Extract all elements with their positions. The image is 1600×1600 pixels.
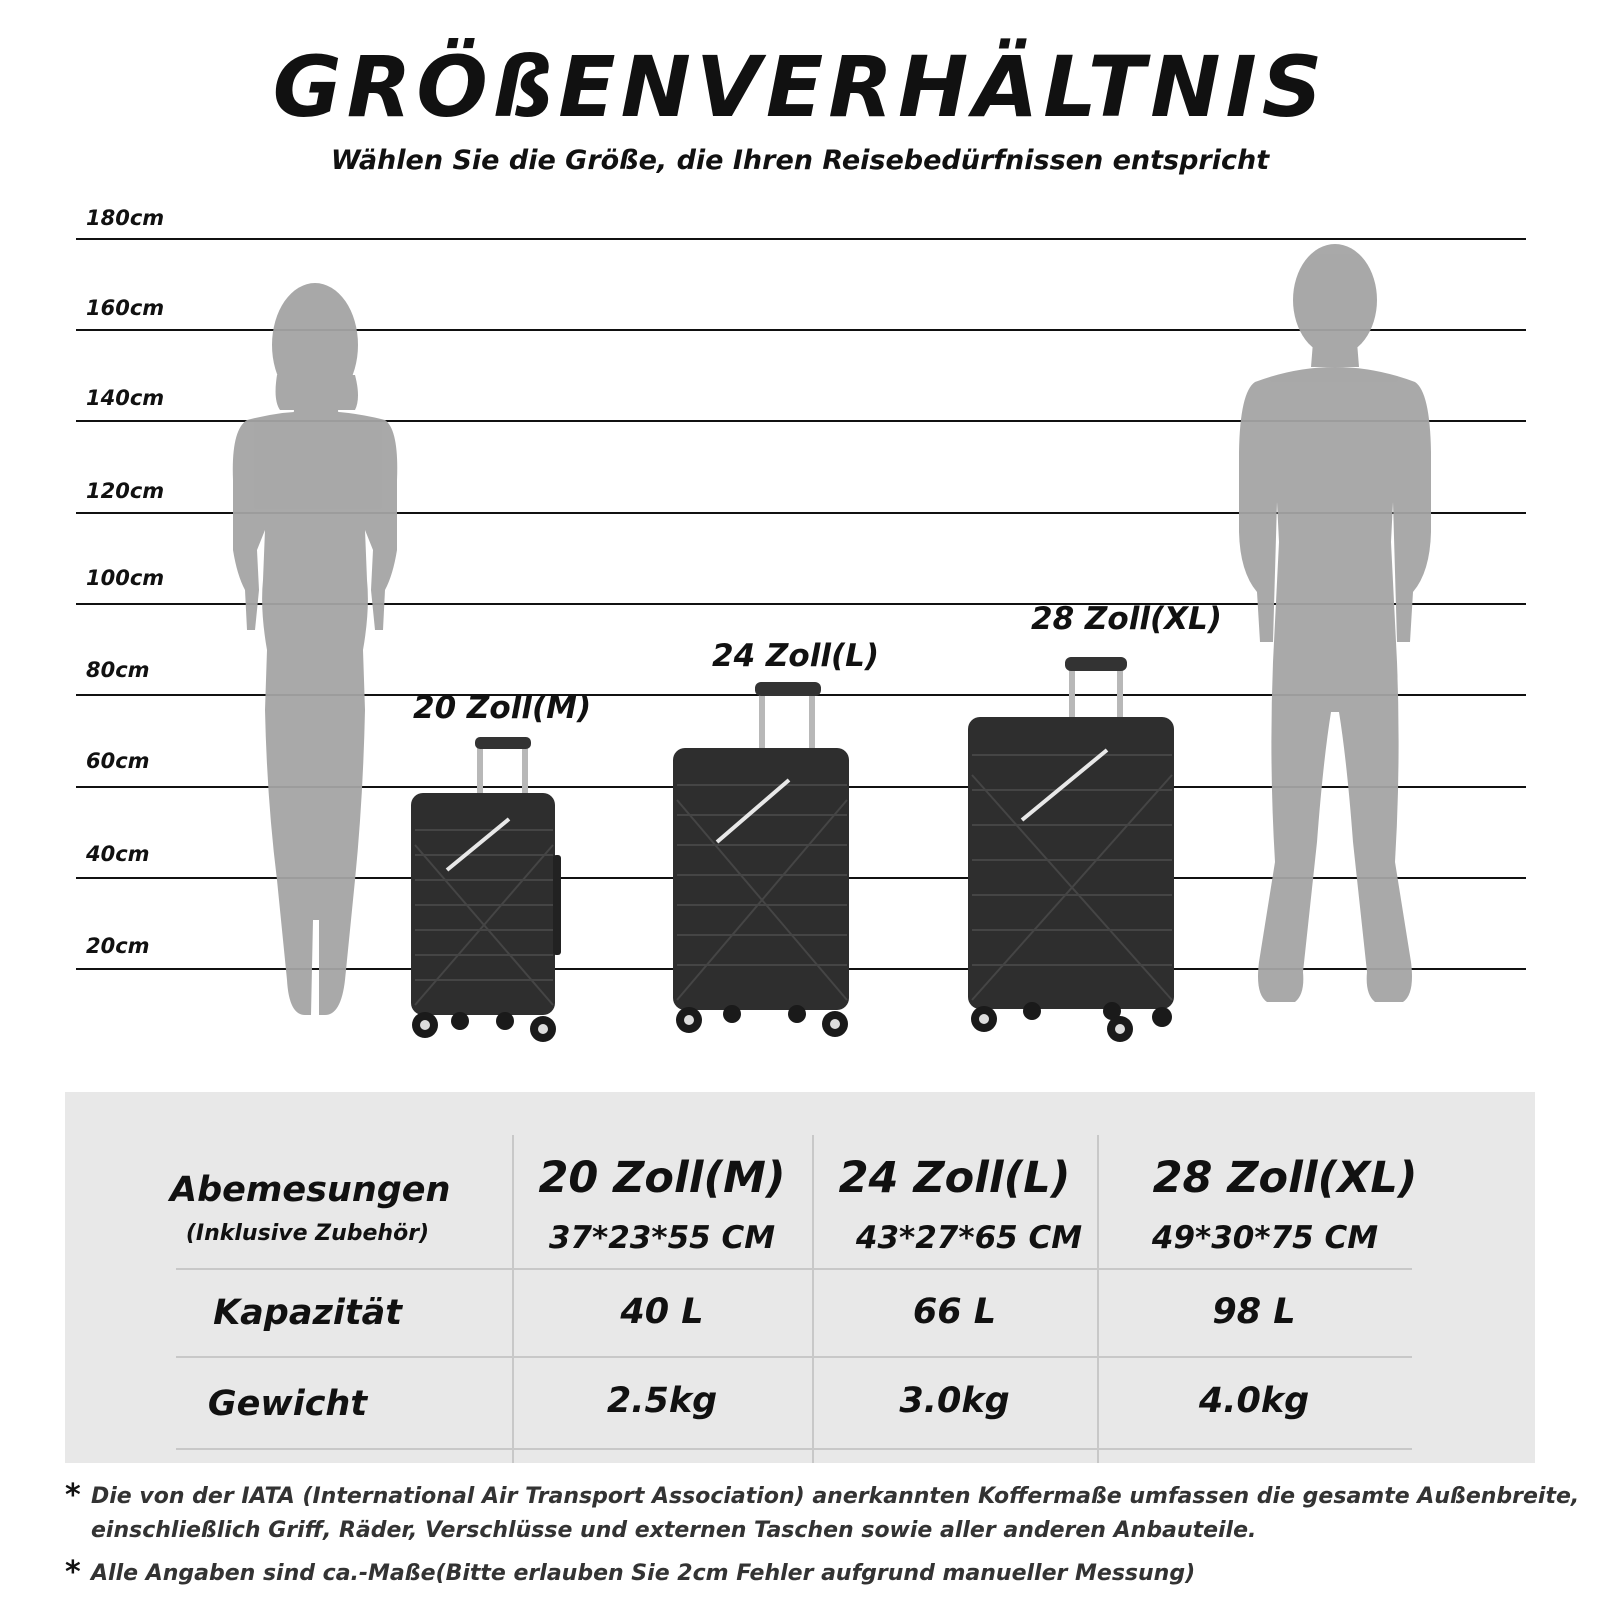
asterisk-icon: *: [65, 1478, 81, 1513]
scale-label-140: 140cm: [86, 386, 165, 410]
footnote-approx-text: Alle Angaben sind ca.-Maße(Bitte erlauben Sie 2cm Fehler aufgrund manueller Messung): [91, 1561, 1196, 1586]
scale-label-160: 160cm: [86, 296, 165, 320]
column-header-m: 20 Zoll(M): [538, 1153, 786, 1203]
scale-label-60: 60cm: [86, 749, 150, 773]
dims-xl: 49*30*75 CM: [1151, 1220, 1379, 1256]
suitcase-l-icon: [667, 680, 857, 1050]
suitcase-m-icon: [405, 735, 565, 1045]
scale-label-100: 100cm: [86, 566, 165, 590]
suitcase-label-l: 24 Zoll(L): [712, 638, 880, 674]
scale-label-40: 40cm: [86, 842, 150, 866]
scale-label-80: 80cm: [86, 658, 150, 682]
weight-xl: 4.0kg: [1198, 1381, 1310, 1421]
footnote-iata-text: Die von der IATA (International Air Transport Association) anerkannten Koffermaße umfassen die gesamte Außenbreite, einschließlich Griff, Räder, Verschlüsse und externen Taschen sowie aller anderen Anbauteile.: [91, 1484, 1580, 1543]
page-title: GRÖßENVERHÄLTNIS: [272, 38, 1328, 136]
capacity-m: 40 L: [620, 1292, 704, 1332]
row-header-dimensions: Abemesungen: [170, 1170, 451, 1210]
weight-m: 2.5kg: [606, 1381, 718, 1421]
suitcase-label-m: 20 Zoll(M): [413, 690, 592, 726]
asterisk-icon: *: [65, 1555, 81, 1590]
dims-m: 37*23*55 CM: [548, 1220, 776, 1256]
woman-silhouette-icon: [215, 280, 415, 1040]
table-row-divider: [176, 1448, 1412, 1450]
suitcase-label-xl: 28 Zoll(XL): [1031, 601, 1222, 637]
man-silhouette-icon: [1225, 242, 1445, 1032]
column-header-l: 24 Zoll(L): [838, 1153, 1071, 1203]
scale-line-180: [76, 238, 1526, 240]
row-header-dimensions-sub: (Inklusive Zubehör): [185, 1221, 430, 1246]
scale-label-120: 120cm: [86, 479, 165, 503]
scale-label-20: 20cm: [86, 934, 150, 958]
table-row-divider: [176, 1356, 1412, 1358]
table-row-divider: [176, 1268, 1412, 1270]
weight-l: 3.0kg: [899, 1381, 1010, 1421]
column-header-xl: 28 Zoll(XL): [1152, 1153, 1418, 1203]
capacity-l: 66 L: [912, 1292, 997, 1332]
scale-label-180: 180cm: [86, 206, 165, 230]
capacity-xl: 98 L: [1212, 1292, 1296, 1332]
row-header-weight: Gewicht: [207, 1384, 368, 1424]
footnote-iata: [65, 1480, 1595, 1550]
footnote-approx: [65, 1557, 1595, 1593]
suitcase-xl-icon: [962, 655, 1182, 1055]
page-subtitle: Wählen Sie die Größe, die Ihren Reisebedürfnissen entspricht: [330, 145, 1270, 176]
dims-l: 43*27*65 CM: [855, 1220, 1083, 1256]
row-header-capacity: Kapazität: [213, 1293, 402, 1333]
